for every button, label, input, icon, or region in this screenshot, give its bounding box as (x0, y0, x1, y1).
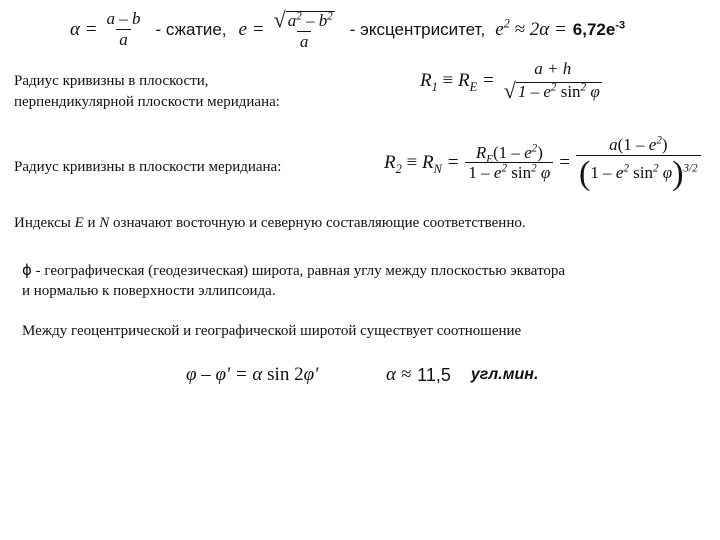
e2-value: $6,72е^{-3}$ (572, 19, 626, 39)
radius-perp-label-2: перпендикулярной плоскости меридиана: (14, 94, 280, 110)
indices-note: Индексы E и N означают восточную и северную составляющие соответственно. (14, 215, 526, 231)
radius-perp-label-1: Радиус кривизны в плоскости, (14, 73, 209, 89)
alpha-value-formula: α ≈ 11,5 угл.мин. (386, 364, 539, 385)
alpha-unit: угл.мин. (470, 366, 539, 383)
e2-approx-formula: $e^2 \approx 2\alpha$ = (495, 16, 567, 40)
alpha-fraction: $\frac{a - b}{a}$ (106, 9, 141, 49)
eccentricity-label: - эксцентриситет, (349, 20, 486, 39)
eccentricity-fraction: √ $a^2 - b^2$ a (273, 6, 333, 51)
radius-perp-formula: $R_1 \equiv R_E$ = a + h √ $1 - e^2$ $\sin^2 \varphi$ (420, 59, 600, 103)
eccentricity-formula: e = (238, 19, 265, 40)
header-formulas (70, 4, 720, 56)
alpha-formula: α = (70, 19, 98, 40)
latitude-note-line-1: ϕ - географическая (геодезическая) широта, равная углу между плоскостью экватора (22, 261, 566, 279)
relation-note: Между геоцентрической и географической широтой существует соотношение (22, 323, 522, 339)
alpha-value: 11,5 (417, 364, 451, 385)
phi-symbol: ϕ (22, 261, 32, 279)
latitude-relation-formula: φ – φ' = α sin 2φ' (186, 364, 319, 385)
latitude-note-line-2: и нормалью к поверхности эллипсоида. (22, 283, 276, 299)
compression-label: - сжатие, (155, 20, 227, 39)
radius-meridian-label: Радиус кривизны в плоскости меридиана: (14, 159, 282, 175)
radius-meridian-formula: $R_2 \equiv R_N$ = $\frac{R_E(1 - e^2)}{1 - e^2 \sin^2 \varphi}$ = $\frac{a(1 - e^2)}{(1 - e^2 \sin^2 \varphi)^{3/2}}$ (384, 136, 701, 191)
